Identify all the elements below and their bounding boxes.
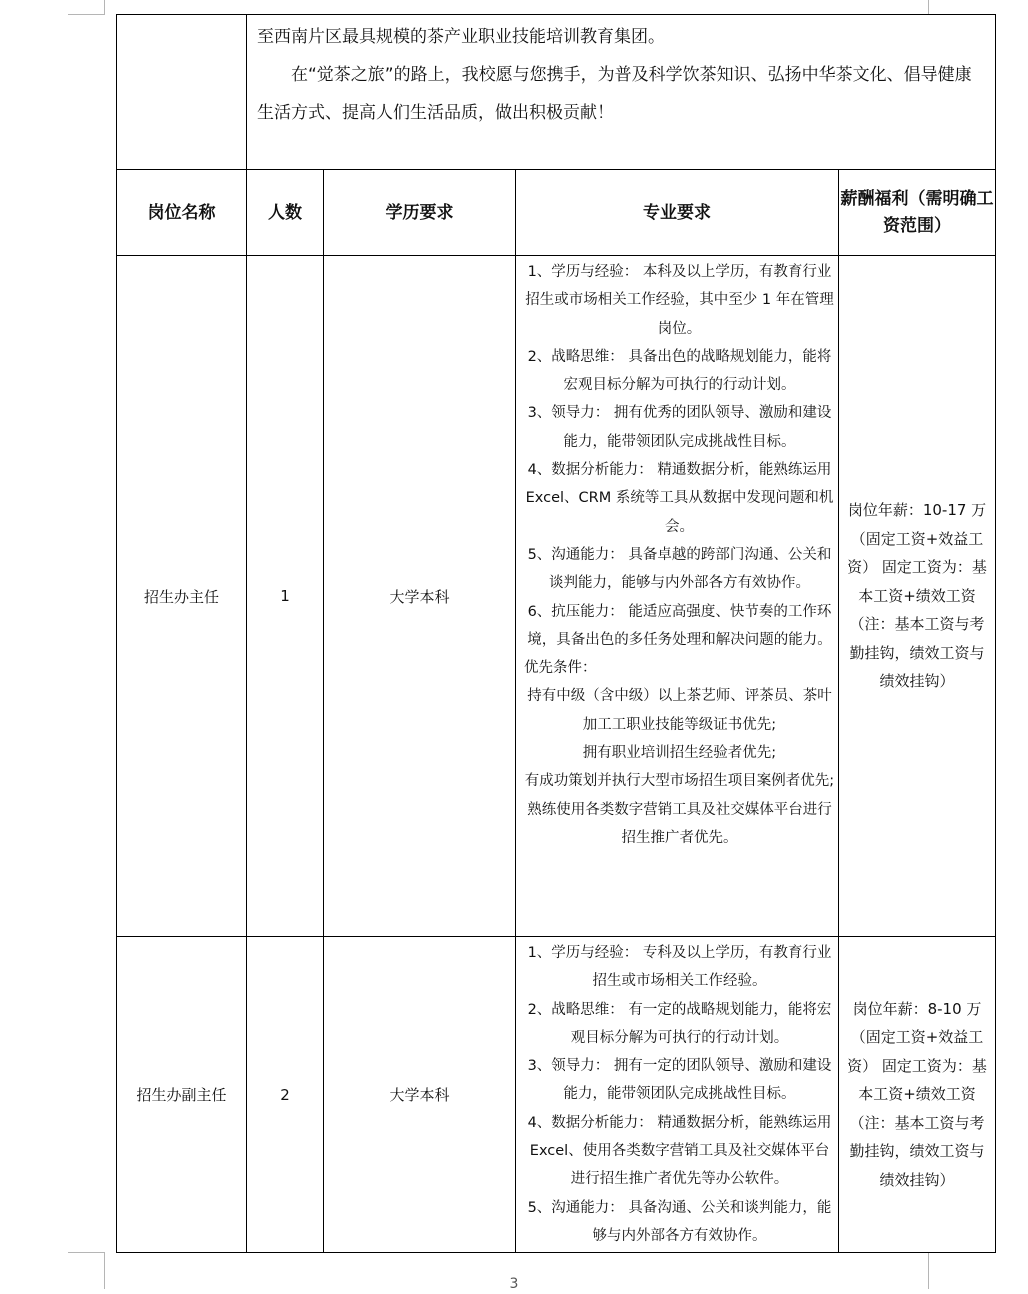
education-cell: 大学本科 (324, 937, 516, 1253)
table-row (117, 256, 996, 937)
position-cell: 招生办副主任 (117, 937, 247, 1253)
requirement-item: 2、战略思维： 有一定的战略规划能力，能将宏观目标分解为可执行的行动计划。 (527, 1001, 832, 1046)
education-cell: 大学本科 (324, 256, 516, 937)
requirements-cell (516, 256, 839, 937)
intro-empty-cell (117, 15, 247, 170)
intro-cell (247, 15, 996, 170)
requirement-item: 持有中级（含中级）以上茶艺师、评茶员、茶叶加工工职业技能等级证书优先; (527, 688, 832, 733)
requirement-item: 4、数据分析能力： 精通数据分析，能熟练运用 Excel、使用各类数字营销工具及社交媒体平台进行招生推广者优先等办公软件。 (527, 1114, 832, 1188)
requirement-item: 5、沟通能力： 具备卓越的跨部门沟通、公关和谈判能力，能够与内外部各方有效协作。 (527, 546, 832, 592)
crop-mark-top-left (68, 0, 105, 15)
salary-cell: 岗位年薪：8-10 万（固定工资+效益工资） 固定工资为：基本工资+绩效工资（注：基本工资与考勤挂钩，绩效工资与绩效挂钩） (839, 937, 996, 1253)
header-position: 岗位名称 (117, 170, 247, 256)
requirement-item: 1、学历与经验： 本科及以上学历，有教育行业招生或市场相关工作经验，其中至少 1 年在管理岗位。 (525, 264, 834, 337)
page-number: 3 (509, 1276, 519, 1292)
job-table (116, 14, 996, 1253)
count-cell: 2 (247, 937, 324, 1253)
requirement-item: 3、领导力： 拥有一定的团队领导、激励和建设能力，能带领团队完成挑战性目标。 (527, 1058, 832, 1103)
header-salary: 薪酬福利（需明确工资范围） (839, 170, 996, 256)
position-cell: 招生办主任 (117, 256, 247, 937)
header-education: 学历要求 (324, 170, 516, 256)
header-row (117, 170, 996, 256)
requirement-item: 4、数据分析能力： 精通数据分析，能熟练运用 Excel、CRM 系统等工具从数据中发现问题和机会。 (525, 462, 834, 535)
salary-cell: 岗位年薪：10-17 万（固定工资+效益工资） 固定工资为：基本工资+绩效工资（注：基本工资与考勤挂钩，绩效工资与绩效挂钩） (839, 256, 996, 937)
requirement-item: 熟练使用各类数字营销工具及社交媒体平台进行招生推广者优先。 (527, 801, 832, 846)
intro-row (117, 15, 996, 170)
header-major: 专业要求 (516, 170, 839, 256)
requirement-item: 拥有职业培训招生经验者优先; (582, 745, 777, 762)
requirement-item: 5、沟通能力： 具备沟通、公关和谈判能力，能够与内外部各方有效协作。 (527, 1199, 832, 1244)
header-count: 人数 (247, 170, 324, 256)
requirement-item: 1、学历与经验： 专科及以上学历，有教育行业招生或市场相关工作经验。 (527, 945, 832, 990)
requirement-item: 2、战略思维： 具备出色的战略规划能力，能将宏观目标分解为可执行的行动计划。 (527, 348, 832, 394)
table-row (117, 937, 996, 1253)
requirement-item: 有成功策划并执行大型市场招生项目案例者优先; (524, 773, 835, 790)
requirements-cell (516, 937, 839, 1253)
requirement-item: 3、领导力： 拥有优秀的团队领导、激励和建设能力，能带领团队完成挑战性目标。 (527, 405, 832, 450)
preferred-label: 优先条件： (524, 660, 597, 677)
intro-line-1: 至西南片区最具规模的茶产业职业技能培训教育集团。 (257, 27, 665, 47)
count-cell: 1 (247, 256, 324, 937)
intro-line-2: 在“觉茶之旅”的路上，我校愿与您携手，为普及科学饮茶知识、弘扬中华茶文化、倡导健康生活方式、提高人们生活品质，做出积极贡献！ (257, 65, 972, 123)
crop-mark-top-right (928, 0, 965, 15)
requirement-item: 6、抗压能力： 能适应高强度、快节奏的工作环境，具备出色的多任务处理和解决问题的能力。 (527, 603, 832, 648)
